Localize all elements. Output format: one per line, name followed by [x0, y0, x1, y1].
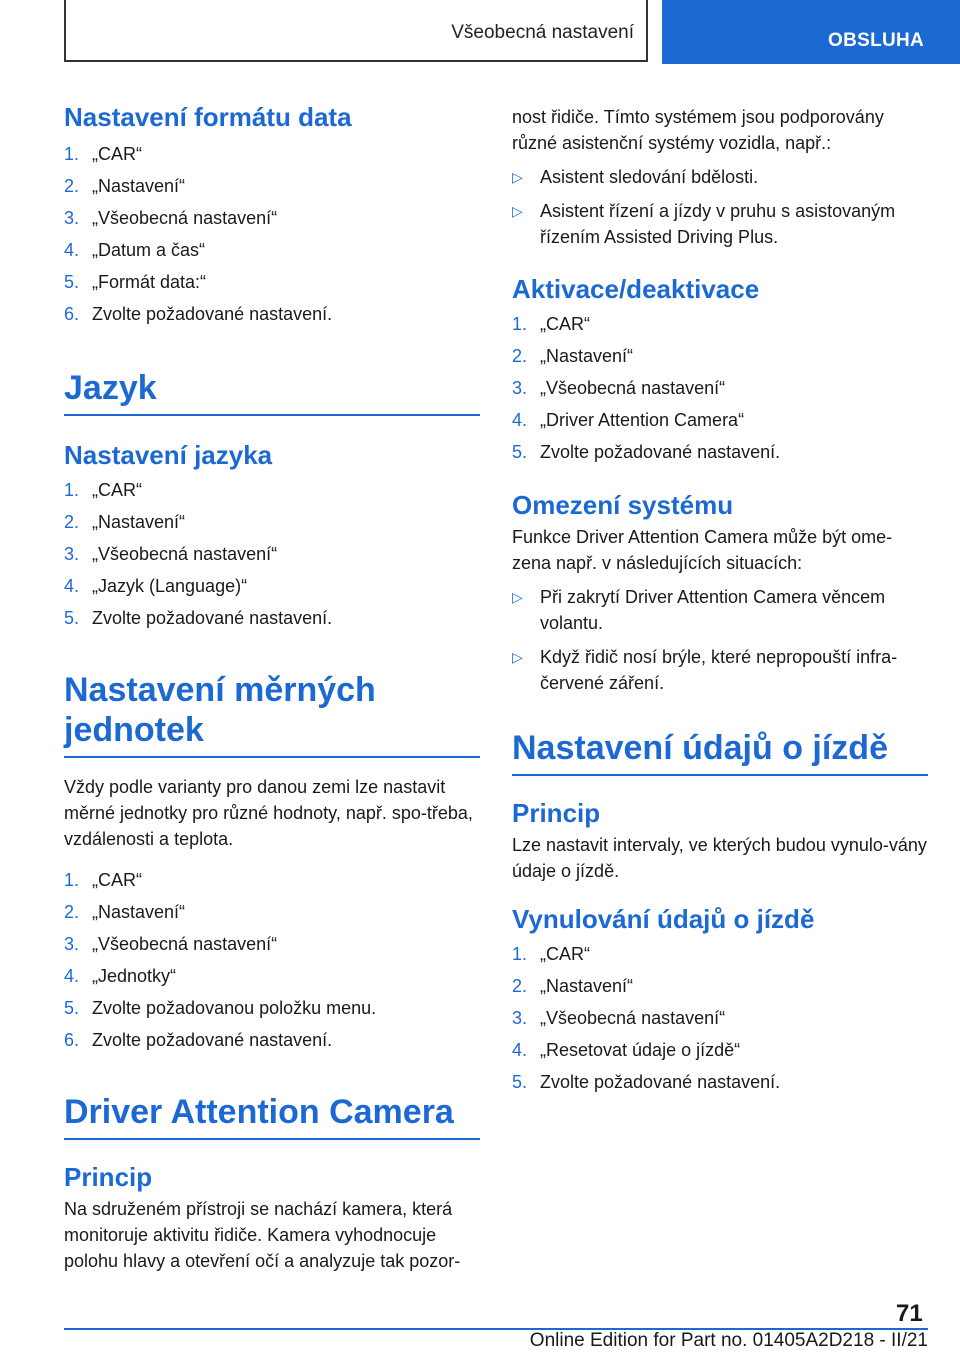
- list-item: 3. „Všeobecná nastavení“: [64, 208, 278, 228]
- date-format-steps: [64, 138, 480, 330]
- list-item: 3. „Všeobecná nastavení“: [64, 544, 278, 564]
- list-item: 2. „Nastavení“: [512, 976, 634, 996]
- left-column: [64, 100, 480, 1274]
- language-chapter-heading: Jazyk: [64, 368, 480, 416]
- limits-text: Funkce Driver Attention Camera může být ome-zena např. v následujících situacích:: [512, 527, 893, 573]
- list-item: 2. „Nastavení“: [512, 346, 634, 366]
- activation-heading: Aktivace/deaktivace: [512, 274, 760, 304]
- header-section-box: [64, 0, 648, 62]
- list-item: 4. „Driver Attention Camera“: [512, 410, 745, 430]
- list-item: 1. „CAR“: [512, 944, 590, 964]
- limits-heading: Omezení systému: [512, 490, 734, 520]
- list-item: 5. Zvolte požadované nastavení.: [64, 608, 333, 628]
- list-item: 4. „Jazyk (Language)“: [64, 576, 248, 596]
- units-steps: [64, 864, 480, 1056]
- limits-bullets: [512, 584, 928, 696]
- dac-bullets: [512, 164, 928, 250]
- list-item: 3. „Všeobecná nastavení“: [512, 378, 726, 398]
- list-item: 3. „Všeobecná nastavení“: [512, 1008, 726, 1028]
- right-column: [512, 104, 928, 1098]
- list-item: 2. „Nastavení“: [64, 176, 186, 196]
- list-item: 5. Zvolte požadované nastavení.: [512, 1072, 781, 1092]
- dac-principle-text: Na sdruženém přístroji se nachází kamera, která monitoruje aktivitu řidiče. Kamera vyhodnocuje polohu hlavy a otevření očí a analyzuje tak pozor-: [64, 1199, 461, 1271]
- list-item: 5. „Formát data:“: [64, 272, 207, 292]
- language-heading: Nastavení jazyka: [64, 440, 273, 470]
- trip-reset-heading: Vynulování údajů o jízdě: [512, 904, 815, 934]
- list-item: 2. „Nastavení“: [64, 512, 186, 532]
- trip-principle-heading: Princip: [512, 798, 601, 828]
- header-chapter-title: OBSLUHA: [828, 30, 925, 51]
- header-section-title: Všeobecná nastavení: [451, 22, 634, 43]
- list-item: ▷ Při zakrytí Driver Attention Camera věncem volantu.: [512, 584, 928, 636]
- list-item: 4. „Jednotky“: [64, 966, 177, 986]
- dac-principle-heading: Princip: [64, 1162, 153, 1192]
- list-item: 5. Zvolte požadované nastavení.: [512, 442, 781, 462]
- list-item: 1. „CAR“: [64, 870, 142, 890]
- header-chapter-tab: [662, 0, 960, 64]
- list-item: 2. „Nastavení“: [64, 902, 186, 922]
- activation-steps: [512, 308, 928, 468]
- dac-chapter-heading: Driver Attention Camera: [64, 1092, 480, 1140]
- list-item: 3. „Všeobecná nastavení“: [64, 934, 278, 954]
- list-item: 1. „CAR“: [64, 480, 142, 500]
- list-item: 5. Zvolte požadovanou položku menu.: [64, 998, 377, 1018]
- list-item: ▷ Asistent řízení a jízdy v pruhu s asistovaným řízením Assisted Driving Plus.: [512, 198, 928, 250]
- list-item: 4. „Datum a čas“: [64, 240, 206, 260]
- dac-principle-continued: nost řidiče. Tímto systémem jsou podporovány různé asistenční systémy vozidla, např.:: [512, 107, 884, 153]
- list-item: 1. „CAR“: [512, 314, 590, 334]
- language-steps: [64, 474, 480, 634]
- list-item: ▷ Když řidič nosí brýle, které nepropouští infra-červené záření.: [512, 644, 928, 696]
- trip-reset-steps: [512, 938, 928, 1098]
- list-item: ▷ Asistent sledování bdělosti.: [512, 164, 928, 190]
- page-number: 71: [896, 1300, 923, 1327]
- units-chapter-heading: Nastavení měrných jednotek: [64, 670, 480, 758]
- list-item: 4. „Resetovat údaje o jízdě“: [512, 1040, 741, 1060]
- list-item: 6. Zvolte požadované nastavení.: [64, 1030, 333, 1050]
- trip-principle-text: Lze nastavit intervaly, ve kterých budou vynulo-vány údaje o jízdě.: [512, 835, 927, 881]
- trip-chapter-heading: Nastavení údajů o jízdě: [512, 728, 928, 776]
- list-item: 1. „CAR“: [64, 144, 142, 164]
- date-format-heading: Nastavení formátu data: [64, 102, 352, 132]
- list-item: 6. Zvolte požadované nastavení.: [64, 304, 333, 324]
- units-intro: Vždy podle varianty pro danou zemi lze nastavit měrné jednotky pro různé hodnoty, např. spo-třeba, vzdálenosti a teplota.: [64, 777, 473, 849]
- footer-edition: Online Edition for Part no. 01405A2D218 - II/21: [529, 1330, 928, 1351]
